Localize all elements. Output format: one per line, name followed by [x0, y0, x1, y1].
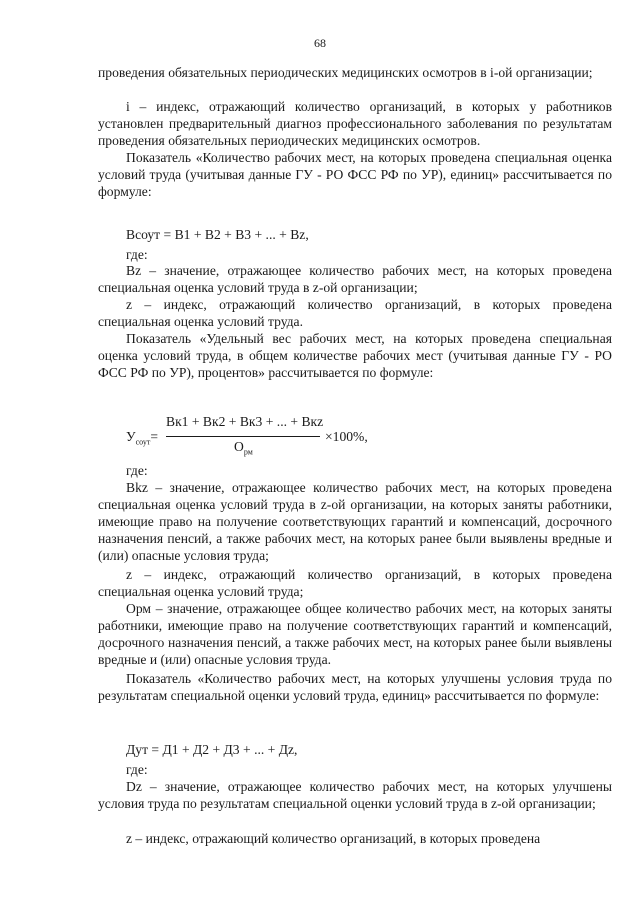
paragraph: Показатель «Удельный вес рабочих мест, на которых проведена специальная оценка условий труда, в общем количестве рабочих мест (учитывая данные ГУ - РО ФСС РФ по УР), процентов» рассчитывается по формуле: [98, 331, 612, 380]
paragraph: i – индекс, отражающий количество организаций, в которых у работников установлен предварительный диагноз профессионального заболевания по результатам проведения обязательных периодических медицинских осмотров. [98, 99, 612, 148]
formula-lhs: У [126, 429, 136, 444]
paragraph: Показатель «Количество рабочих мест, на которых проведена специальная оценка условий труда (учитывая данные ГУ - РО ФСС РФ по УР), единиц» рассчитывается по формуле: [98, 150, 612, 199]
paragraph: Вz – значение, отражающее количество рабочих мест, на которых проведена специальная оценка условий труда в z-ой организации; [98, 263, 612, 295]
paragraph: z – индекс, отражающий количество организаций, в которых проведена специальная оценка условий труда. [98, 297, 612, 329]
paragraph: z – индекс, отражающий количество организаций, в которых проведена [126, 831, 541, 846]
paragraph: Dz – значение, отражающее количество рабочих мест, на которых улучшены условия труда по результатам специальной оценки условий труда в z-ой организации; [98, 779, 612, 811]
formula-numerator: Вк1 + Вк2 + Вк3 + ... + Вкz [166, 414, 324, 429]
formula-denominator-sub: рм [243, 447, 253, 457]
paragraph: проведения обязательных периодических медицинских осмотров в i-ой организации; [98, 65, 593, 80]
fraction-bar [166, 436, 320, 437]
formula-dut: Дут = Д1 + Д2 + Д3 + ... + Дz, [126, 742, 298, 757]
paragraph: Показатель «Количество рабочих мест, на которых улучшены условия труда по результатам специальной оценки условий труда, единиц» рассчитывается по формуле: [98, 671, 612, 703]
formula-vsout: Всоут = В1 + В2 + В3 + ... + Вz, [126, 227, 309, 242]
formula-tail: ×100%, [325, 429, 368, 444]
formula-denominator: О [234, 439, 244, 454]
page-number: 68 [314, 36, 326, 50]
paragraph: Bkz – значение, отражающее количество рабочих мест, на которых проведена специальная оценка условий труда в z-ой организации, на которых заняты работники, имеющие право на получение соответствующих гарантий и компенсаций, досрочного назначения пенсий, а также рабочих мест, на которых ранее были выявлены вредные и (или) опасные условия труда; [98, 480, 612, 563]
formula-eq: = [150, 429, 159, 444]
where-label: где: [126, 463, 148, 478]
where-label: где: [126, 247, 148, 262]
paragraph: z – индекс, отражающий количество организаций, в которых проведена специальная оценка условий труда; [98, 567, 612, 599]
paragraph: Орм – значение, отражающее общее количество рабочих мест, на которых заняты работники, имеющие право на получение соответствующих гарантий и компенсаций, досрочного назначения пенсий, а также рабочих мест, на которых ранее были выявлены вредные и (или) опасные условия труда. [98, 601, 612, 667]
formula-lhs-sub: соут [135, 437, 151, 447]
where-label: где: [126, 762, 148, 777]
